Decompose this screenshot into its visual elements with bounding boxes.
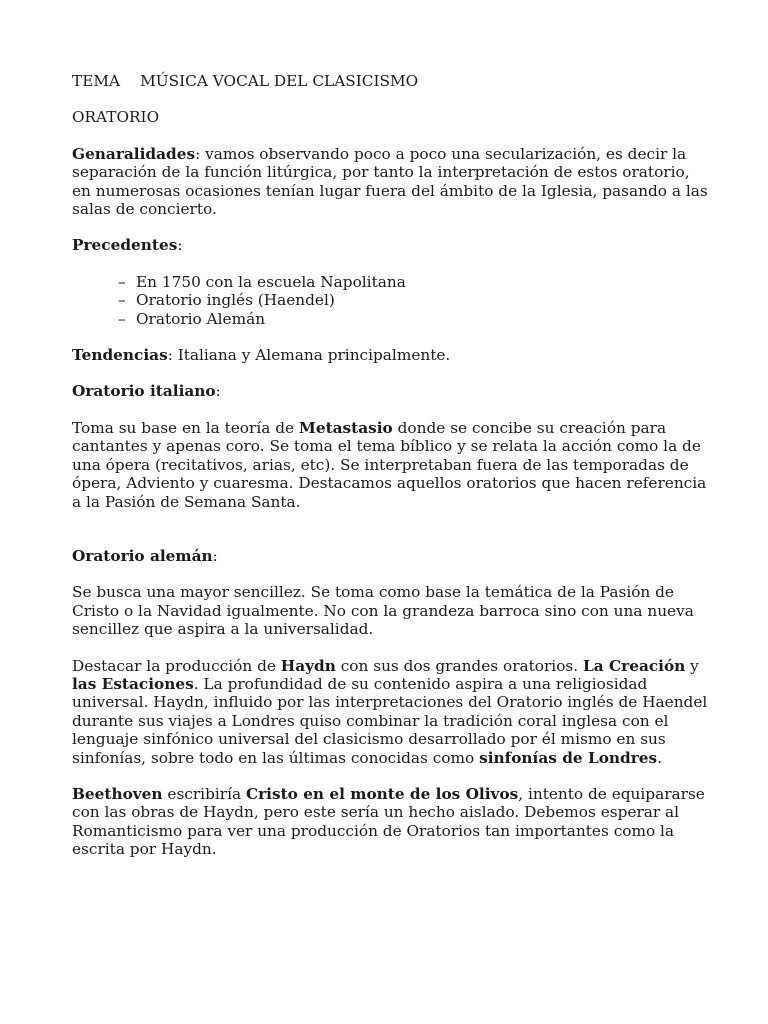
oratorio-italiano-paragraph xyxy=(72,419,712,511)
precedentes-colon: : xyxy=(177,236,183,255)
oratorio-aleman-paragraph-3 xyxy=(72,785,712,859)
list-item-text: En 1750 con la escuela Napolitana xyxy=(136,272,406,291)
section-oratorio: ORATORIO xyxy=(72,108,160,127)
list-item-text: Oratorio inglés (Haendel) xyxy=(136,291,335,310)
precedentes-label: Precedentes xyxy=(72,236,178,255)
oratorio-italiano-colon: : xyxy=(215,382,221,401)
paragraph-text: , intento de equipararse con las obras de Haydn, pero este sería un hecho aislado. Debemos esperar al Romanticismo para ver una producción de Oratorios tan importantes como la escrita por Haydn. xyxy=(72,784,705,859)
dash-bullet-icon: – xyxy=(118,272,126,291)
generalidades-label: Genaralidades xyxy=(72,144,196,163)
beethoven-bold: Beethoven xyxy=(72,784,163,803)
tendencias-paragraph xyxy=(72,346,712,364)
paragraph-text: . xyxy=(657,748,663,767)
oratorio-aleman-paragraph-1: Se busca una mayor sencillez. Se toma como base la temática de la Pasión de Cristo o la Navidad igualmente. No con la grandeza barroca sino con una nueva sencillez que aspira a la universalidad. xyxy=(72,583,694,639)
paragraph-text: Destacar la producción de xyxy=(72,656,281,675)
title-tema: TEMA xyxy=(72,72,121,90)
list-item xyxy=(118,291,712,309)
list-item-text: Oratorio Alemán xyxy=(136,309,266,328)
dash-bullet-icon: – xyxy=(118,309,126,328)
tendencias-label: Tendencias xyxy=(72,346,168,365)
paragraph-text: y xyxy=(685,656,699,675)
la-creacion-bold: La Creación xyxy=(582,656,686,675)
metastasio-bold: Metastasio xyxy=(298,418,393,437)
document-page xyxy=(72,72,712,859)
paragraph-text: escribiría xyxy=(162,784,246,803)
oratorio-italiano-heading xyxy=(72,382,712,400)
document-title xyxy=(72,72,712,90)
title-main: MÚSICA VOCAL DEL CLASICISMO xyxy=(140,72,419,90)
tendencias-text: : Italiana y Alemana principalmente. xyxy=(167,346,451,365)
paragraph-text: Toma su base en la teoría de xyxy=(72,418,299,437)
cristo-monte-olivos-bold: Cristo en el monte de los Olivos xyxy=(245,784,519,803)
paragraph-text: donde se concibe su creación para cantantes y apenas coro. Se toma el tema bíblico y se relata la acción como la de una ópera (recitativos, arias, etc). Se interpretaban fuera de las temporadas de ópera, Adviento y cuaresma. Destacamos aquellos oratorios que hacen referencia a la Pasión de Semana Santa. xyxy=(72,418,707,511)
list-item xyxy=(118,310,712,328)
dash-bullet-icon: – xyxy=(118,291,126,310)
precedentes-list xyxy=(72,273,712,328)
paragraph-text: . La profundidad de su contenido aspira a una religiosidad universal. Haydn, influido por las interpretaciones del Oratorio inglés de Haendel durante sus viajes a Londres quiso combinar la tradición coral inglesa con el lenguaje sinfónico universal del clasicismo desarrollado por él mismo en sus sinfonías, sobre todo en las últimas conocidas como xyxy=(72,674,708,767)
oratorio-aleman-title: Oratorio alemán xyxy=(72,546,213,565)
generalidades-text: : vamos observando poco a poco una secularización, es decir la separación de la función litúrgica, por tanto la interpretación de estos oratorio, en numerosas ocasiones tenían lugar fuera del ámbito de la Iglesia, pasando a las salas de concierto. xyxy=(72,144,708,219)
list-item xyxy=(118,273,712,291)
oratorio-aleman-heading xyxy=(72,547,712,565)
oratorio-aleman-paragraph-2 xyxy=(72,657,712,767)
paragraph-text: con sus dos grandes oratorios. xyxy=(335,656,583,675)
precedentes-heading xyxy=(72,236,712,254)
generalidades-paragraph xyxy=(72,145,712,219)
oratorio-italiano-title: Oratorio italiano xyxy=(72,382,216,401)
sinfonias-de-londres-bold: sinfonías de Londres xyxy=(479,748,658,767)
las-estaciones-bold: las Estaciones xyxy=(72,674,194,693)
oratorio-aleman-colon: : xyxy=(212,546,218,565)
haydn-bold: Haydn xyxy=(280,656,336,675)
